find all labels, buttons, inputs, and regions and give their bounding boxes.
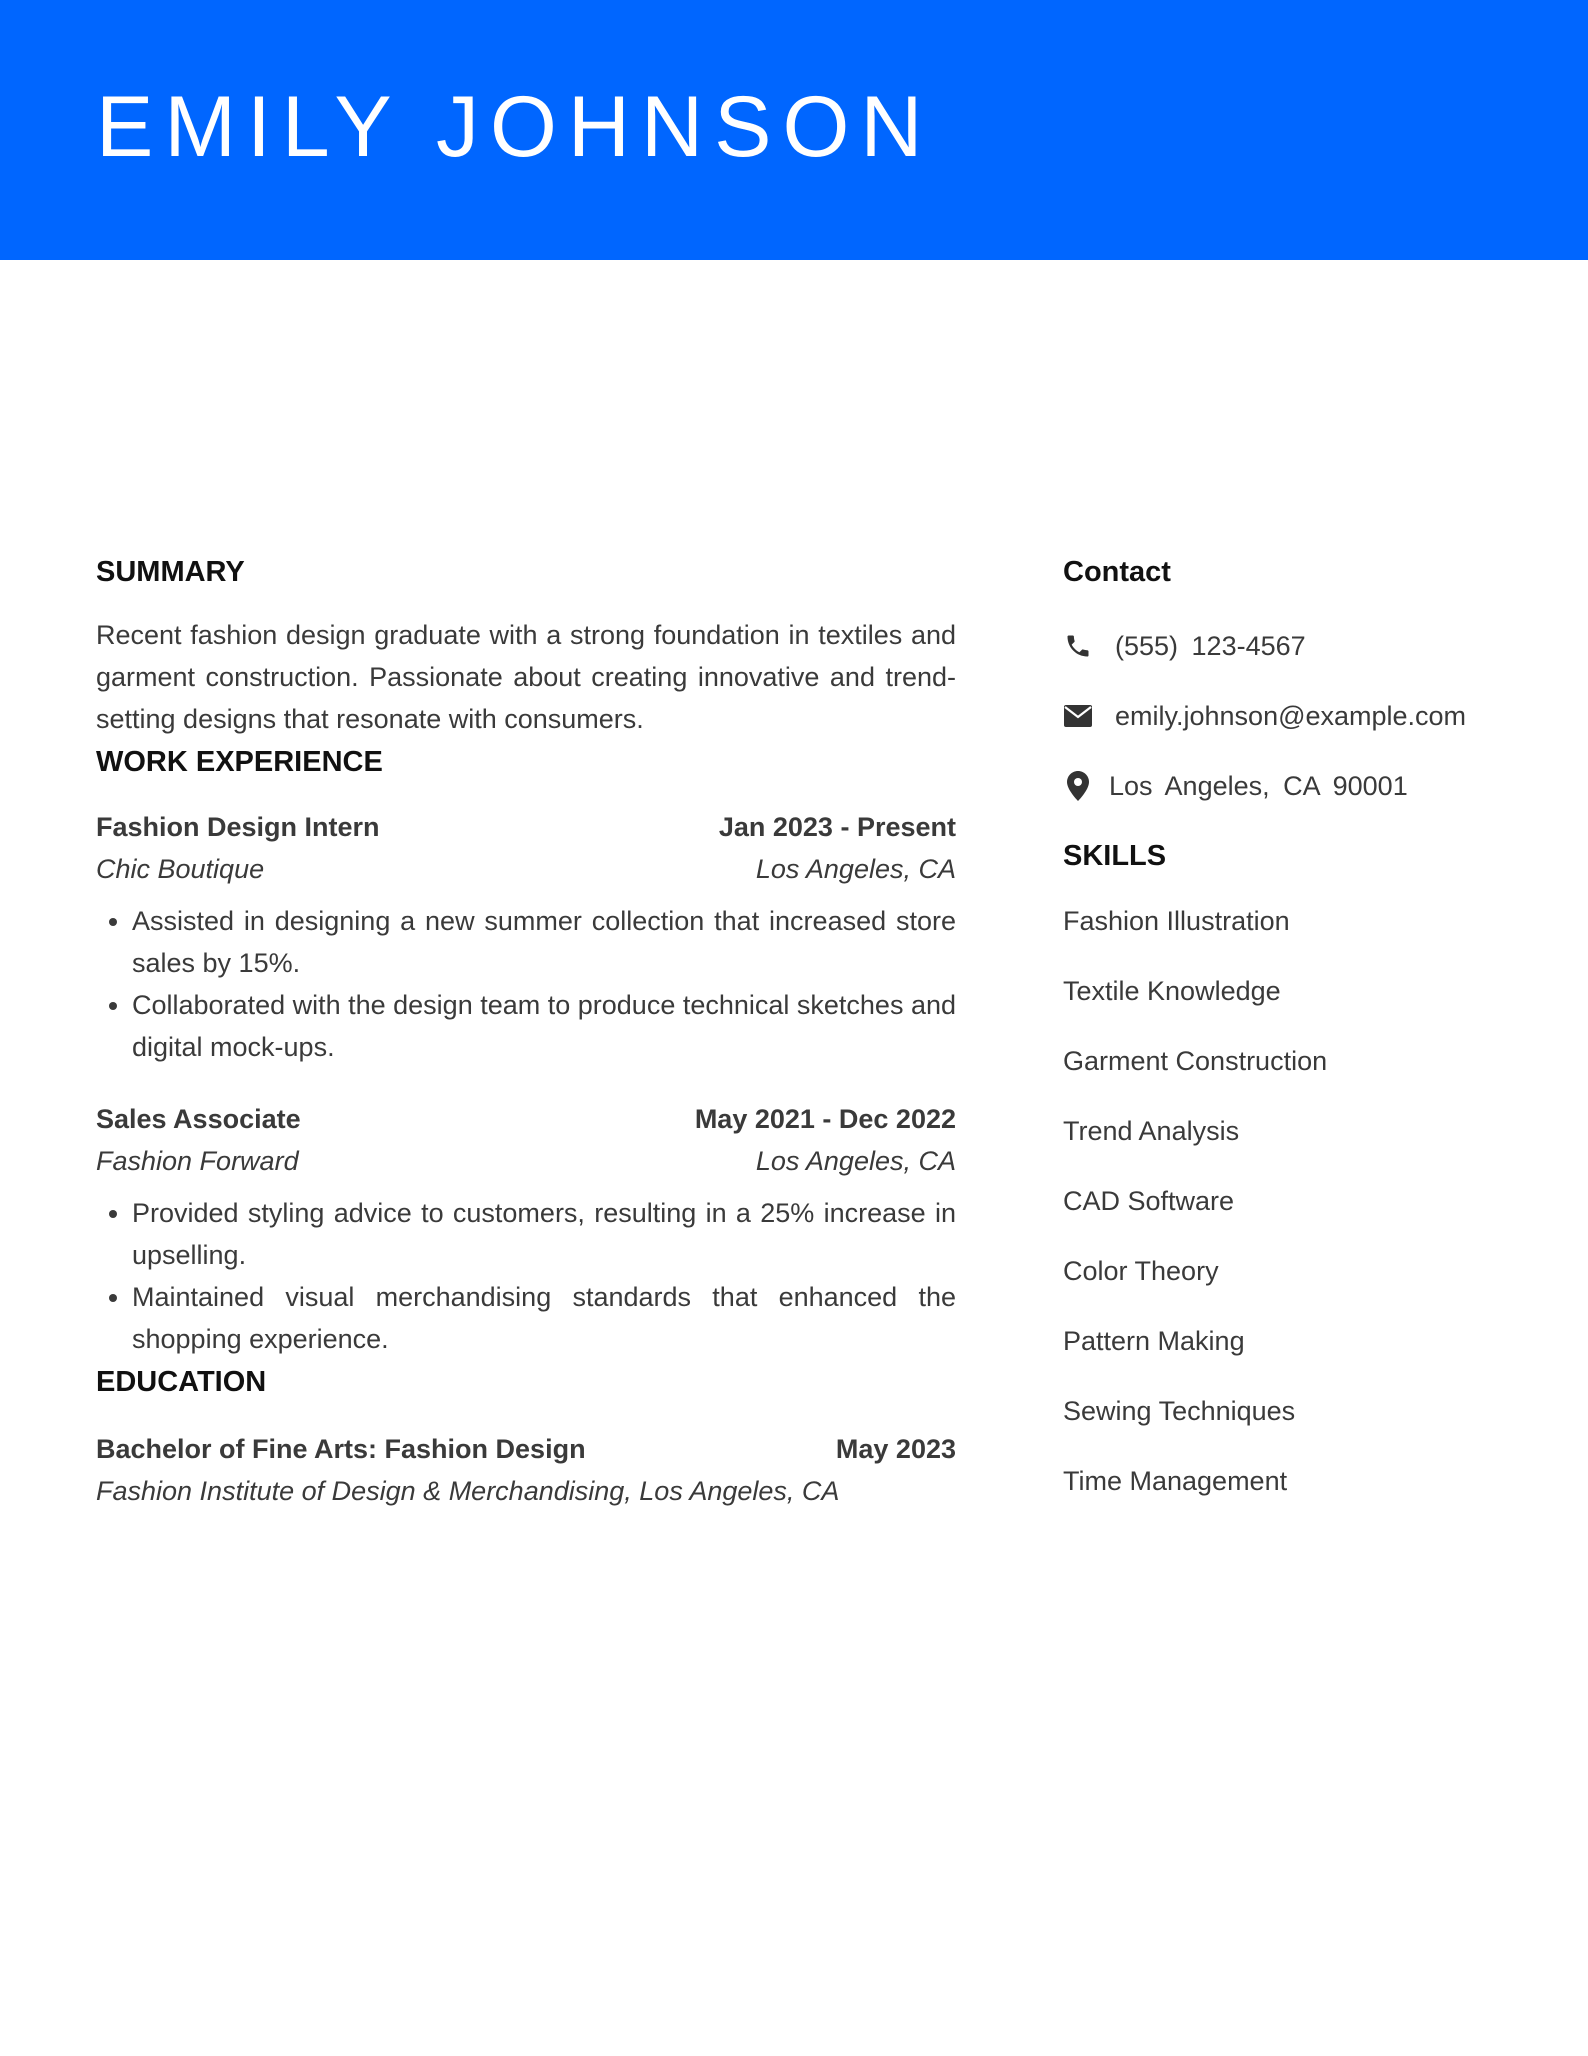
skill-item: Textile Knowledge	[1063, 976, 1281, 1006]
education-heading: EDUCATION	[96, 1366, 267, 1398]
school: Fashion Institute of Design & Merchandising, Los Angeles, CA	[96, 1476, 840, 1506]
skills-heading: SKILLS	[1063, 840, 1167, 872]
phone-text[interactable]: (555) 123-4567	[1115, 630, 1306, 661]
skill-item: Garment Construction	[1063, 1046, 1328, 1076]
left-column	[96, 550, 956, 1512]
skill-item: Sewing Techniques	[1063, 1396, 1296, 1426]
education-entry	[96, 1428, 956, 1512]
job-bullets	[96, 900, 956, 1068]
job-entry	[96, 1098, 956, 1360]
skill-item: Color Theory	[1063, 1256, 1219, 1286]
summary-heading: SUMMARY	[96, 556, 245, 588]
contact-heading: Contact	[1063, 556, 1171, 588]
job-dates: Jan 2023 - Present	[718, 812, 956, 842]
skills-list	[1063, 900, 1523, 1502]
contact-list	[1063, 624, 1523, 808]
contact-location	[1063, 764, 1523, 808]
job-bullets	[96, 1192, 956, 1360]
email-text[interactable]: emily.johnson@example.com	[1115, 700, 1467, 731]
skill-item: Fashion Illustration	[1063, 906, 1290, 936]
location-text: Los Angeles, CA 90001	[1109, 770, 1408, 801]
job-location: Los Angeles, CA	[755, 1146, 956, 1176]
job-dates: May 2021 - Dec 2022	[694, 1104, 956, 1134]
job-company: Fashion Forward	[96, 1146, 299, 1176]
contact-phone	[1063, 624, 1523, 668]
job-title: Fashion Design Intern	[96, 812, 380, 842]
candidate-name: EMILY JOHNSON	[96, 79, 934, 175]
work-experience-heading: WORK EXPERIENCE	[96, 746, 383, 778]
skill-item: Pattern Making	[1063, 1326, 1245, 1356]
skill-item: Time Management	[1063, 1466, 1288, 1496]
map-pin-icon	[1063, 771, 1093, 801]
right-column	[1063, 550, 1523, 1530]
job-location: Los Angeles, CA	[755, 854, 956, 884]
job-company: Chic Boutique	[96, 854, 265, 884]
envelope-icon	[1063, 701, 1093, 731]
job-bullet: • Assisted in designing a new summer collection that increased store sales by 15%.	[132, 900, 956, 984]
job-bullet: • Collaborated with the design team to produce technical sketches and digital mock-ups.	[132, 984, 956, 1068]
skill-item: CAD Software	[1063, 1186, 1235, 1216]
header-banner	[0, 0, 1588, 260]
job-title: Sales Associate	[96, 1104, 301, 1134]
job-entry	[96, 806, 956, 1068]
skill-item: Trend Analysis	[1063, 1116, 1240, 1146]
job-bullet: • Provided styling advice to customers, resulting in a 25% increase in upselling.	[132, 1192, 956, 1276]
job-bullet: • Maintained visual merchandising standards that enhanced the shopping experience.	[132, 1276, 956, 1360]
degree: Bachelor of Fine Arts: Fashion Design	[96, 1434, 586, 1464]
phone-icon	[1063, 631, 1093, 661]
summary-text: Recent fashion design graduate with a strong foundation in textiles and garment construction. Passionate about creating innovative and trend-setting designs that resonate with consumers.	[96, 620, 956, 734]
graduation-date: May 2023	[835, 1434, 956, 1464]
contact-email	[1063, 694, 1523, 738]
